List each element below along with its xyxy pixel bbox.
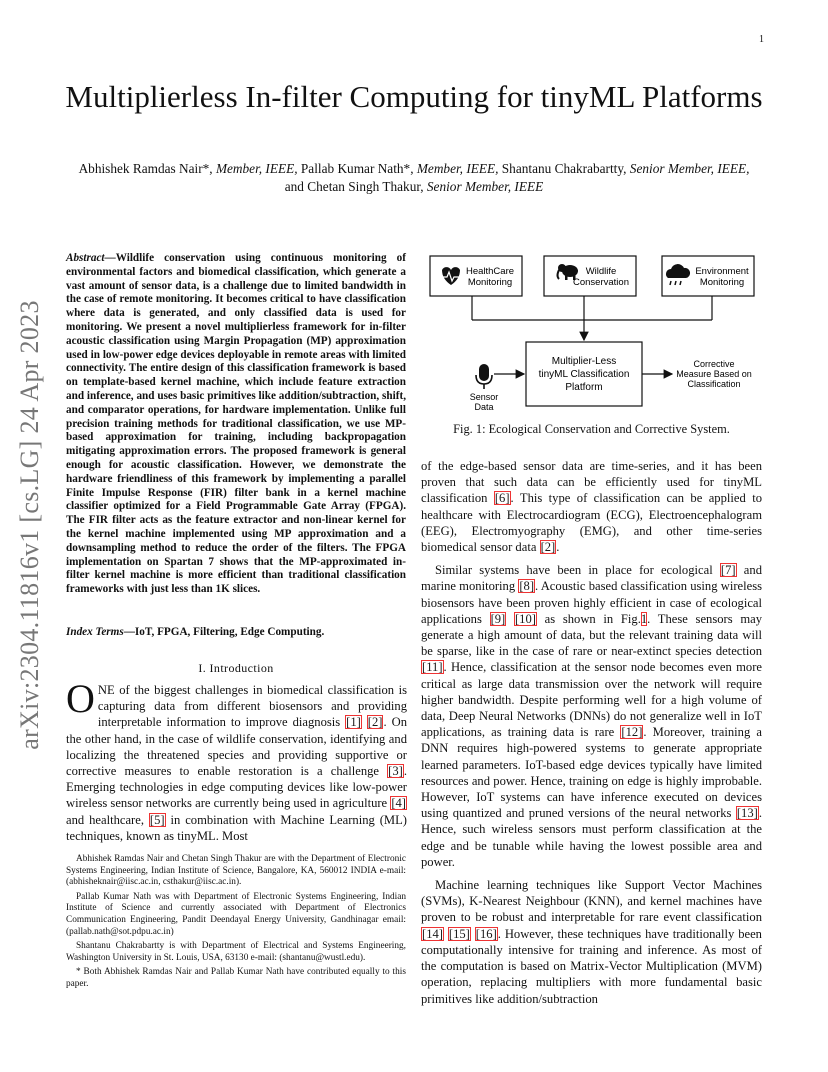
citation-link[interactable]: [13] [736,806,758,821]
healthcare-label-1: HealthCare [465,266,515,277]
body-text: . Acoustic based classification using wireless biosensors have been proven highly efficient in case of ecological applications [421,579,762,626]
intro-text: and healthcare, [66,812,149,827]
footnote: Pallab Kumar Nath was with Department of Electronic Systems Engineering, Indian Institute of Science and currently associated with Department of Electronics Communication Engineering, Pandit Deendayal Energy University, Gandhinagar email: (pallab.nath@sot.pdpu.ac.in) [66,891,406,937]
body-text: Machine learning techniques like Support Vector Machines (SVMs), K-Nearest Neighbour (KNN), and kernel machines have proven to be robust and interpretable for rare event classification [421,878,762,925]
citation-link[interactable]: [1] [346,715,361,730]
intro-paragraph [66,676,407,844]
environment-label-2: Monitoring [699,277,745,288]
intro-text: . On the other hand, in the case of wildlife conservation, identifying and localizing the threatened species and providing supportive or corrective measures to enable restoration is a challenge [66,715,407,779]
output-label-1: Corrective [693,359,735,369]
platform-label-3: Platform [565,382,603,393]
output-label-2: Measure Based on [676,369,752,379]
citation-link[interactable]: [3] [388,764,403,779]
citation-link[interactable]: [10] [514,611,536,626]
author-4-role: Senior Member, IEEE [426,179,544,194]
section-heading: I. Introduction [198,661,274,675]
index-terms [66,626,406,638]
figure-diagram [420,250,766,420]
wildlife-label-1: Wildlife [585,266,617,277]
body-text: Similar systems have been in place for ecological [435,563,720,578]
citation-link[interactable]: [5] [149,812,165,827]
citation-link[interactable]: [8] [519,579,535,594]
citation-link[interactable]: [4] [391,796,406,811]
paragraph [421,458,762,555]
body-text: and marine monitoring [421,563,762,594]
author-2: Pallab Kumar Nath [300,161,404,176]
healthcare-label-2: Monitoring [467,277,513,288]
index-terms-label: Index Terms [66,626,124,638]
citation-link[interactable]: [12] [621,725,643,740]
sensor-label-2: Data [474,402,494,412]
author-3-role: Senior Member, IEEE, [629,161,750,176]
abstract-label: Abstract [66,252,105,264]
right-column [421,458,762,1014]
abstract-text: —Wildlife conservation using continuous monitoring of environmental factors and biomedical classification, which generate a vast amount of sensor data, is a challenge due to limited bandwidth in the case of remote monitoring. It becomes critical to have classification where data is generated, and only classified data is used for monitoring. We present a novel multiplierless framework for in-filter acoustic classification using Margin Propagation (MP) approximation used in low-power edge devices deployable in remote areas with limited connectivity. The entire design of this classification framework is based on template-based kernel machine, which include feature extraction and inference, and uses basic primitives like addition/subtraction, shift, and comparator operations, for hardware implementation. Unlike full precision training methods for traditional classification, we use MP-based approximation for training, including backpropagation mitigating approximation errors. The proposed framework is general enough for acoustic classification. However, we demonstrate the hardware friendliness of this framework by implementing a parallel Finite Impulse Response (FIR) filter bank in a kernel machine classifier optimized for a Field Programmable Gate Array (FPGA). The FIR filter acts as the feature extractor and non-linear kernel for the kernel machine implemented using MP approximation and a downsampling method to reduce the order of the filters. The FPGA implementation on Spartan 7 shows that the MP-approximated in-filter kernel machine is more efficient than traditional classification frameworks with just less than 1K slices. [66,252,406,596]
abstract [66,252,406,597]
intro-text: of the biggest challenges in biomedical classification is capturing data from different biosensors and providing interpretable information to improve diagnosis [97,683,407,730]
footnotes [66,854,406,994]
arxiv-id: arXiv:2304.11816v1 [cs.LG] 24 Apr 2023 [15,300,44,750]
figure-caption: Fig. 1: Ecological Conservation and Corrective System. [453,422,730,436]
intro-text: . Emerging technologies in edge computing devices like low-power wireless sensor networks are currently being used in agriculture [66,764,407,811]
citation-link[interactable]: [7] [720,563,736,578]
citation-link[interactable]: [11] [422,660,443,675]
platform-label-1: Multiplier-Less [551,356,617,367]
footnote: * Both Abhishek Ramdas Nair and Pallab Kumar Nath have contributed equally to this paper. [66,967,406,989]
citation-link[interactable]: [2] [367,715,383,730]
body-text: . [556,540,560,555]
paragraph [421,562,762,870]
drop-cap: O [66,676,95,721]
citation-link[interactable]: [15] [448,926,470,941]
author-4: and Chetan Singh Thakur, [284,179,424,194]
footnote: Abhishek Ramdas Nair and Chetan Singh Thakur are with the Department of Electronic Systems Engineering, Indian Institute of Science, Bangalore, KA, 560012 INDIA e-mail: (abhisheknair@iisc.ac.in, csthakur@iisc.ac.in). [66,854,406,888]
body-text: . These sensors may generate a high amount of data, but the relevant training data will be sparse, like in the case of rare or near-extinct species detection [421,611,763,659]
body-text: as shown in Fig. [536,611,641,626]
body-text: of the edge-based sensor data are time-series, and it has been proven that such data can be efficiently used for tinyML classification [421,459,762,506]
citation-link[interactable]: [2] [540,540,556,555]
paper-title: Multiplierless In-filter Computing for tinyML Platforms [65,79,763,114]
wildlife-label-2: Conservation [573,277,629,288]
microphone-icon [476,364,492,389]
output-label-3: Classification [687,379,741,389]
environment-label-1: Environment [695,266,749,277]
arxiv-stamp [12,290,48,760]
body-text: . This type of classification can be applied to healthcare with Electrocardiogram (ECG), Electroencephalogram (EEG), Electromyography (EMG), and other time-series biomedical sensor data [421,491,762,555]
figure-link[interactable]: 1 [640,611,648,626]
body-text: . However, these techniques have traditionally been computationally intensive for training and inference. As most of the computation is based on Matrix-Vector Multiplication (MVM) operation, replacing multipliers with more fundamental basic primitives like addition/subtraction [421,926,762,1006]
intro-lead: NE [97,683,115,697]
citation-link[interactable]: [16] [475,926,497,941]
body-text: . Moreover, training a DNN requires high-powered systems to generate appropriate learned parameters. IoT-based edge devices typically have limited resources and power. Hence, training on edge is highly improbable. However, IoT systems can have inference executed on devices using quantized and pruned versions of the neural networks [421,725,762,821]
body-text: . Hence, classification at the sensor node becomes even more critical as large data transmission over the network will require higher bandwidth. Despite performing well for a high volume of data, Deep Neural Networks (DNNs) do not generalize well in IoT applications, as training data is rare [421,660,762,740]
index-terms-text: —IoT, FPGA, Filtering, Edge Computing. [123,626,325,638]
author-1: Abhishek Ramdas Nair [78,161,203,176]
page-number: 1 [759,34,764,45]
footnote: Shantanu Chakrabartty is with Department of Electrical and Systems Engineering, Washington University in St. Louis, USA, 63130 e-mail: (shantanu@wustl.edu). [66,941,406,963]
citation-link[interactable]: [6] [494,491,510,506]
citation-link[interactable]: [14] [422,926,443,941]
body-text: . Hence, such wireless sensors must perform classification at the edge and be tunable while having the lowest possible area and power. [421,806,762,869]
author-1-role: Member, IEEE, [215,161,298,176]
platform-label-2: tinyML Classification [538,369,630,380]
intro-text: in combination with Machine Learning (ML) techniques, known as tinyML. Most [66,812,407,843]
paragraph [421,877,762,1007]
author-3: Shantanu Chakrabartty, [501,161,627,176]
citation-link[interactable]: [9] [490,611,506,626]
author-list: Abhishek Ramdas Nair*, Member, IEEE, Pallab Kumar Nath*, Member, IEEE, Shantanu Chakrabartty, Senior Member, IEEE, and Chetan Singh Thakur, Senior Member, IEEE [78,161,750,194]
author-2-role: Member, IEEE, [416,161,499,176]
sensor-label-1: Sensor [469,392,499,402]
